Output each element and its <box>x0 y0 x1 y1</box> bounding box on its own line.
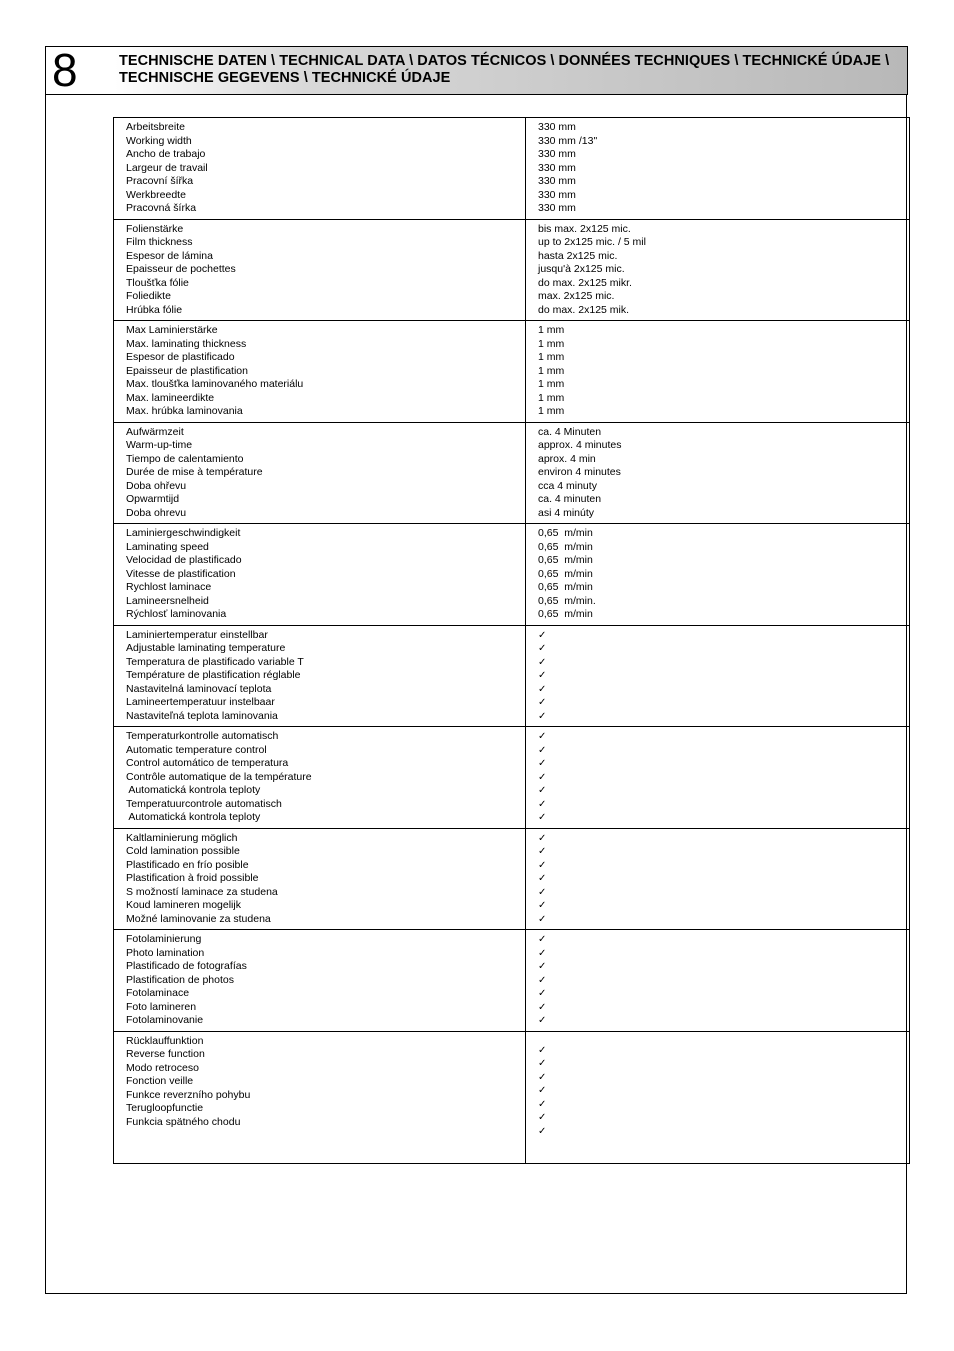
spec-value: ca. 4 minuten <box>538 493 602 505</box>
spec-label-cell <box>114 219 526 321</box>
spec-value-cell <box>526 828 910 930</box>
checkmark-icon: ✓ <box>538 771 547 783</box>
spec-value: 1 mm <box>538 405 565 417</box>
spec-label-cell <box>114 321 526 423</box>
checkmark-icon: ✓ <box>538 656 547 668</box>
spec-label-cell <box>114 727 526 829</box>
spec-label: Terugloopfunctie <box>126 1102 204 1114</box>
spec-label: Cold lamination possible <box>126 845 240 857</box>
spec-label: Rýchlosť laminovania <box>126 608 227 620</box>
spec-label: Plastification de photos <box>126 973 234 986</box>
spec-label: Funkce reverzního pohybu <box>126 1088 251 1101</box>
spec-value: 0,65 m/min. <box>538 594 596 607</box>
spec-label: Reverse function <box>126 1048 205 1060</box>
checkmark-icon: ✓ <box>538 846 547 857</box>
spec-value-cell <box>526 1031 910 1163</box>
spec-value: 330 mm <box>538 188 576 201</box>
spec-label: Možné laminovanie za studena <box>126 912 271 925</box>
spec-label: Largeur de travail <box>126 161 208 174</box>
spec-label: Koud lamineren mogelijk <box>126 899 241 911</box>
spec-row <box>114 625 910 727</box>
spec-value-cell <box>526 219 910 321</box>
checkmark-icon: ✓ <box>538 934 547 945</box>
spec-value: hasta 2x125 mic. <box>538 249 618 262</box>
spec-value-cell <box>526 930 910 1032</box>
spec-label-cell <box>114 118 526 220</box>
spec-value: 330 mm <box>538 161 576 174</box>
spec-label: Laminiertemperatur einstellbar <box>126 628 268 641</box>
spec-label: Control automático de temperatura <box>126 757 289 769</box>
spec-value: max. 2x125 mic. <box>538 290 615 302</box>
spec-label: Pracovní šířka <box>126 175 194 187</box>
spec-label: Automatická kontrola teploty <box>126 811 261 823</box>
spec-value: 1 mm <box>538 324 565 336</box>
section-number: 8 <box>52 44 78 96</box>
spec-value: jusqu'à 2x125 mic. <box>538 263 625 275</box>
checkmark-icon: ✓ <box>538 859 547 871</box>
spec-row <box>114 1031 910 1163</box>
checkmark-icon: ✓ <box>538 731 547 742</box>
checkmark-icon: ✓ <box>538 710 547 722</box>
spec-row <box>114 118 910 220</box>
spec-label: Fotolaminace <box>126 987 190 999</box>
checkmark-icon: ✓ <box>538 744 547 756</box>
spec-value-cell <box>526 524 910 626</box>
checkmark-icon: ✓ <box>538 832 547 844</box>
spec-label: Max. tloušťka laminovaného materiálu <box>126 378 304 390</box>
spec-label: Temperaturkontrolle automatisch <box>126 730 279 742</box>
spec-value: 330 mm <box>538 175 576 187</box>
spec-value: do max. 2x125 mik. <box>538 303 630 316</box>
spec-label: Laminating speed <box>126 540 209 553</box>
spec-value: 1 mm <box>538 364 565 377</box>
spec-value: bis max. 2x125 mic. <box>538 222 631 235</box>
checkmark-icon: ✓ <box>538 1125 547 1137</box>
spec-label: Opwarmtijd <box>126 493 180 505</box>
checkmark-icon: ✓ <box>538 683 547 695</box>
spec-value: 0,65 m/min <box>538 554 593 566</box>
checkmark-icon: ✓ <box>538 988 547 999</box>
checkmark-icon: ✓ <box>538 1098 547 1110</box>
spec-label: Nastaviteľná teplota laminovania <box>126 709 278 722</box>
spec-label: Rücklauffunktion <box>126 1034 204 1047</box>
spec-value-cell <box>526 118 910 220</box>
spec-label: Durée de mise à température <box>126 466 263 478</box>
section-header <box>45 46 908 95</box>
spec-label: Vitesse de plastification <box>126 567 236 580</box>
spec-value: 330 mm <box>538 148 576 160</box>
spec-label: Fonction veille <box>126 1075 194 1087</box>
spec-value: up to 2x125 mic. / 5 mil <box>538 236 646 248</box>
checkmark-icon: ✓ <box>538 785 547 796</box>
spec-label: Contrôle automatique de la température <box>126 770 312 783</box>
spec-row <box>114 422 910 524</box>
spec-value-cell <box>526 625 910 727</box>
checkmark-icon: ✓ <box>538 961 547 972</box>
spec-label: Temperatura de plastificado variable T <box>126 655 304 668</box>
spec-value: 1 mm <box>538 337 565 350</box>
spec-label: Max Laminierstärke <box>126 324 218 336</box>
spec-label: Plastificado en frío posible <box>126 858 249 871</box>
spec-row <box>114 828 910 930</box>
spec-value: approx. 4 minutes <box>538 439 622 451</box>
checkmark-icon: ✓ <box>538 900 547 911</box>
spec-label-cell <box>114 422 526 524</box>
spec-label-cell <box>114 625 526 727</box>
spec-row <box>114 321 910 423</box>
spec-label: Espesor de lámina <box>126 249 213 262</box>
spec-label: Lamineersnelheid <box>126 594 209 607</box>
spec-label: Nastavitelná laminovací teplota <box>126 682 272 695</box>
spec-label: Warm-up-time <box>126 439 193 451</box>
spec-label: Espesor de plastificado <box>126 351 235 363</box>
spec-row <box>114 727 910 829</box>
checkmark-icon: ✓ <box>538 643 547 654</box>
spec-row <box>114 219 910 321</box>
spec-label: Fotolaminovanie <box>126 1014 204 1026</box>
spec-label: Tloušťka fólie <box>126 276 189 289</box>
spec-row <box>114 524 910 626</box>
spec-label: Max. hrúbka laminovania <box>126 405 243 417</box>
spec-label: Photo lamination <box>126 946 205 959</box>
spec-label: Température de plastification réglable <box>126 669 301 681</box>
spec-value-cell <box>526 422 910 524</box>
spec-row <box>114 930 910 1032</box>
spec-label: Epaisseur de pochettes <box>126 263 236 275</box>
spec-label: Working width <box>126 134 192 147</box>
spec-value: 330 mm <box>538 202 576 214</box>
spec-label: Foliedikte <box>126 290 171 302</box>
checkmark-icon: ✓ <box>538 670 547 681</box>
spec-value: do max. 2x125 mikr. <box>538 276 632 289</box>
spec-label: Max. lamineerdikte <box>126 391 215 404</box>
spec-label: Foto lamineren <box>126 1000 197 1013</box>
checkmark-icon: ✓ <box>538 812 547 823</box>
spec-label: Adjustable laminating temperature <box>126 642 286 654</box>
spec-label: Film thickness <box>126 236 193 248</box>
spec-label: Laminiergeschwindigkeit <box>126 527 241 539</box>
checkmark-icon: ✓ <box>538 1085 547 1096</box>
checkmark-icon: ✓ <box>538 629 547 641</box>
spec-value: 0,65 m/min <box>538 608 593 620</box>
checkmark-icon: ✓ <box>538 758 547 769</box>
spec-value: 0,65 m/min <box>538 581 593 593</box>
spec-label: Max. laminating thickness <box>126 337 247 350</box>
spec-label: Plastificado de fotografías <box>126 960 247 972</box>
spec-label: Plastification à froid possible <box>126 872 259 884</box>
spec-label: Kaltlaminierung möglich <box>126 831 238 844</box>
spec-label-cell <box>114 828 526 930</box>
spec-label: Lamineertemperatuur instelbaar <box>126 696 275 708</box>
spec-label: Hrúbka fólie <box>126 303 183 316</box>
checkmark-icon: ✓ <box>538 1044 547 1056</box>
spec-label: Automatická kontrola teploty <box>126 784 261 796</box>
spec-label: Temperatuurcontrole automatisch <box>126 797 282 810</box>
spec-value: 0,65 m/min <box>538 527 593 539</box>
checkmark-icon: ✓ <box>538 947 547 959</box>
spec-label: Epaisseur de plastification <box>126 364 248 377</box>
spec-value: environ 4 minutes <box>538 466 621 478</box>
checkmark-icon: ✓ <box>538 886 547 898</box>
spec-label: Doba ohřevu <box>126 479 187 492</box>
checkmark-icon: ✓ <box>538 974 547 986</box>
spec-value: 1 mm <box>538 378 565 390</box>
spec-label: Ancho de trabajo <box>126 148 206 160</box>
technical-data-table <box>113 117 910 1164</box>
checkmark-icon: ✓ <box>538 1001 547 1013</box>
section-title: TECHNISCHE DATEN \ TECHNICAL DATA \ DATOS TÉCNICOS \ DONNÉES TECHNIQUES \ TECHNICKÉ ÚDAJE \ TECHNISCHE GEGEVENS \ TECHNICKÉ ÚDAJE <box>119 53 890 86</box>
spec-label: Rychlost laminace <box>126 581 212 593</box>
spec-label-cell <box>114 1031 526 1163</box>
spec-value: 1 mm <box>538 351 565 363</box>
spec-label: Fotolaminierung <box>126 933 202 945</box>
spec-label: Modo retroceso <box>126 1061 199 1074</box>
checkmark-icon: ✓ <box>538 697 547 708</box>
spec-label: Folienstärke <box>126 222 184 235</box>
checkmark-icon: ✓ <box>538 1112 547 1123</box>
spec-value: ca. 4 Minuten <box>538 425 602 438</box>
checkmark-icon: ✓ <box>538 798 547 810</box>
spec-value: asi 4 minúty <box>538 506 595 519</box>
spec-label-cell <box>114 524 526 626</box>
spec-value: 0,65 m/min <box>538 540 593 553</box>
spec-label: S možností laminace za studena <box>126 885 278 898</box>
spec-value: aprox. 4 min <box>538 452 596 465</box>
spec-value: 1 mm <box>538 391 565 404</box>
spec-value: 330 mm /13" <box>538 134 598 147</box>
spec-label: Automatic temperature control <box>126 743 267 756</box>
checkmark-icon: ✓ <box>538 873 547 884</box>
checkmark-icon: ✓ <box>538 1071 547 1083</box>
spec-label: Tiempo de calentamiento <box>126 452 244 465</box>
checkmark-icon: ✓ <box>538 1015 547 1026</box>
spec-label: Funkcia spätného chodu <box>126 1115 241 1128</box>
spec-label: Doba ohrevu <box>126 506 187 519</box>
spec-label: Aufwärmzeit <box>126 425 184 438</box>
spec-value: 330 mm <box>538 121 576 133</box>
checkmark-icon: ✓ <box>538 913 547 925</box>
spec-label: Velocidad de plastificado <box>126 554 242 566</box>
spec-label-cell <box>114 930 526 1032</box>
checkmark-icon: ✓ <box>538 1058 547 1069</box>
spec-value-cell <box>526 727 910 829</box>
spec-value: cca 4 minuty <box>538 479 597 492</box>
spec-label: Werkbreedte <box>126 188 186 201</box>
spec-label: Arbeitsbreite <box>126 121 185 133</box>
spec-label: Pracovná šírka <box>126 202 197 214</box>
spec-value: 0,65 m/min <box>538 567 593 580</box>
spec-value-cell <box>526 321 910 423</box>
